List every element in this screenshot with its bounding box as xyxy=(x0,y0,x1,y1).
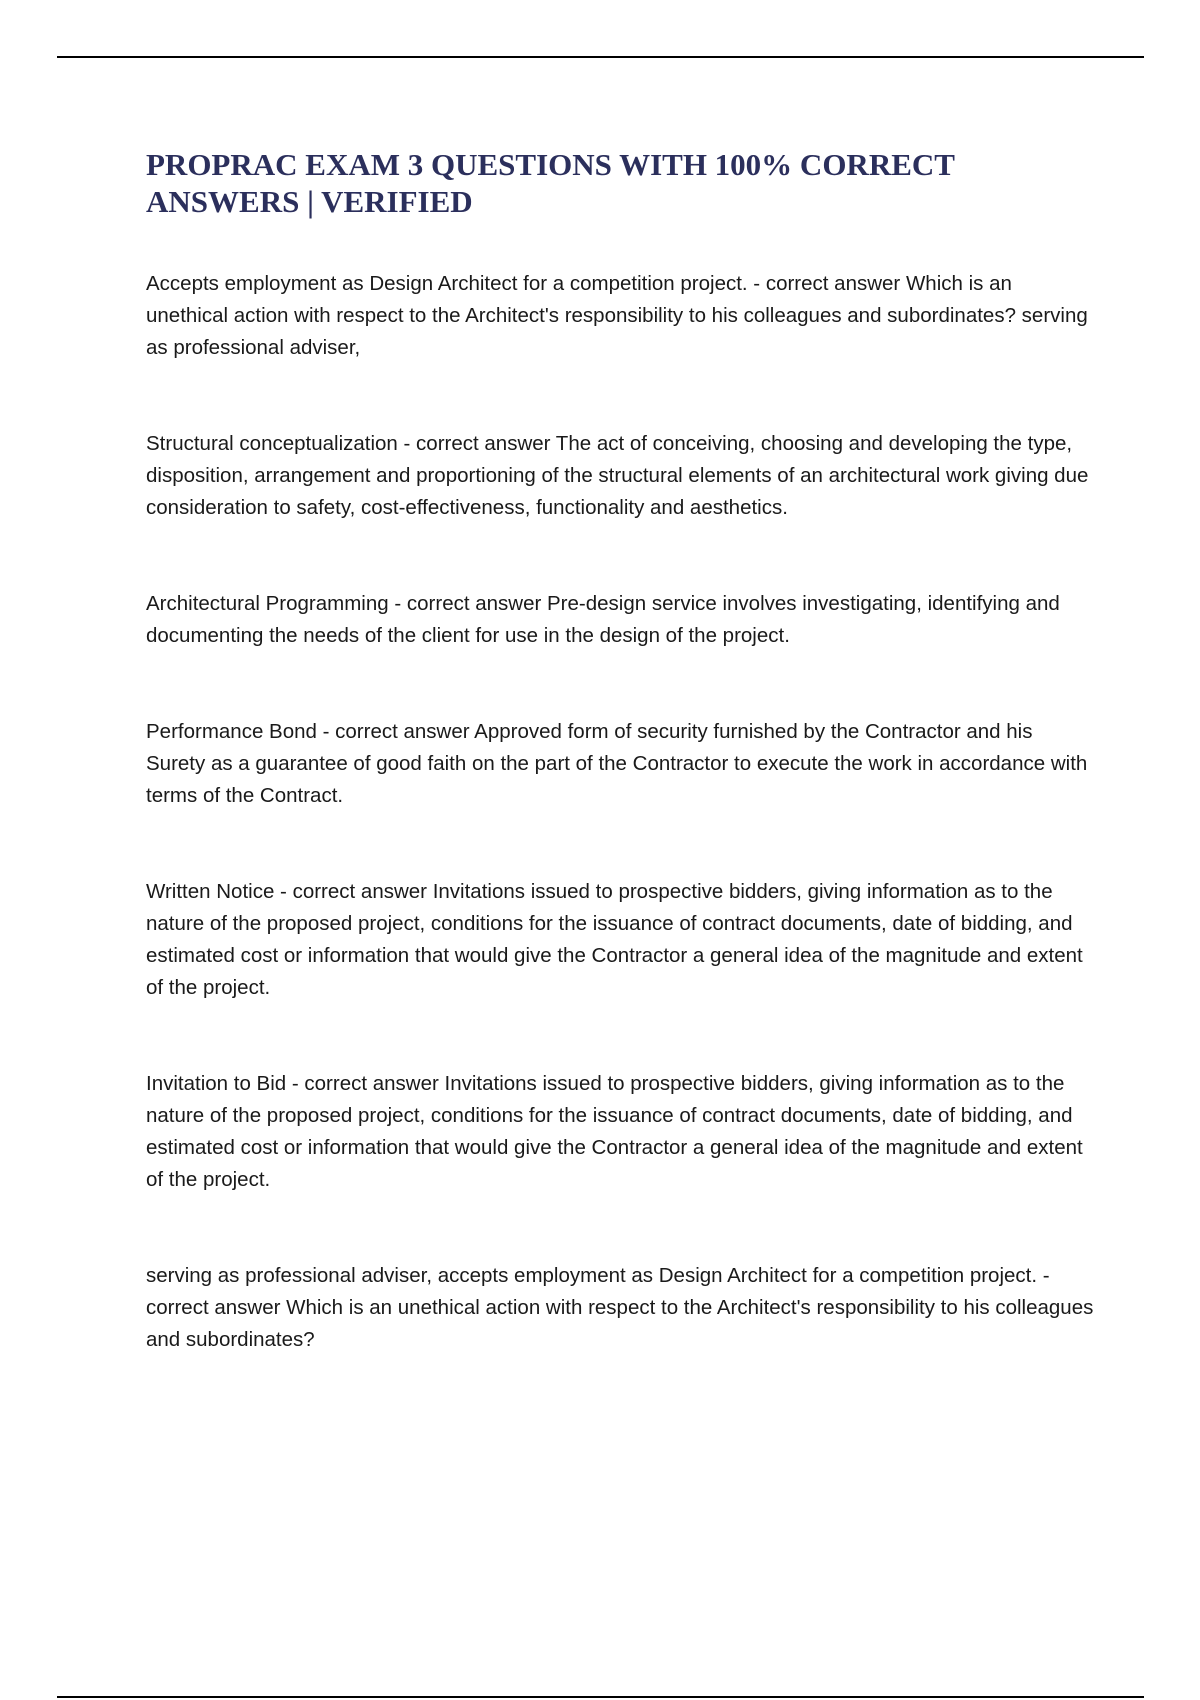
qa-entry-4: Performance Bond - correct answer Approved form of security furnished by the Contractor and his Surety as a guarantee of good faith on the part of the Contractor to execute the work in accordance with terms of the Contract. xyxy=(146,720,1088,807)
qa-entry-6: Invitation to Bid - correct answer Invitations issued to prospective bidders, giving information as to the nature of the proposed project, conditions for the issuance of contract documents, date of bidding, and estimated cost or information that would give the Contractor a general idea of the magnitude and extent of the project. xyxy=(146,1072,1083,1191)
qa-entry-2: Structural conceptualization - correct answer The act of conceiving, choosing and developing the type, disposition, arrangement and proportioning of the structural elements of an architectural work giving due consideration to safety, cost-effectiveness, functionality and aesthetics. xyxy=(146,432,1089,519)
qa-entry-1: Accepts employment as Design Architect for a competition project. - correct answer Which is an unethical action with respect to the Architect's responsibility to his colleagues and subordinates? serving as professional adviser, xyxy=(146,272,1088,359)
qa-entry-3: Architectural Programming - correct answer Pre-design service involves investigating, identifying and documenting the needs of the client for use in the design of the project. xyxy=(146,592,1060,647)
qa-entry-5: Written Notice - correct answer Invitations issued to prospective bidders, giving information as to the nature of the proposed project, conditions for the issuance of contract documents, date of bidding, and estimated cost or information that would give the Contractor a general idea of the magnitude and extent of the project. xyxy=(146,880,1083,999)
qa-list xyxy=(146,268,1096,1420)
document-title: PROPRAC EXAM 3 QUESTIONS WITH 100% CORRECT ANSWERS | VERIFIED xyxy=(146,147,955,219)
bottom-divider xyxy=(57,1696,1144,1698)
qa-entry-7: serving as professional adviser, accepts employment as Design Architect for a competition project. - correct answer Which is an unethical action with respect to the Architect's responsibility to his colleagues and subordinates? xyxy=(146,1264,1094,1351)
top-divider xyxy=(57,56,1144,58)
